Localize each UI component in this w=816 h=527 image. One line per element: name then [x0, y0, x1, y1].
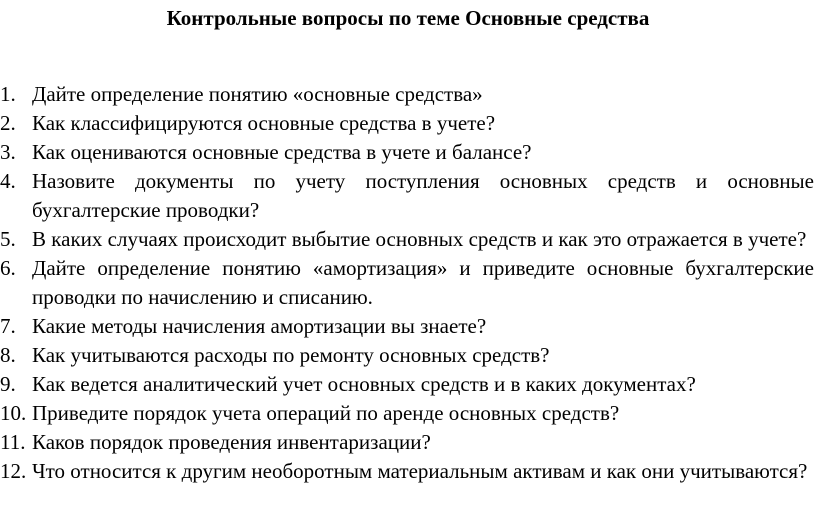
- list-item: [0, 254, 814, 312]
- item-number: 9.: [0, 372, 16, 396]
- list-item: [0, 370, 814, 399]
- item-text: Назовите документы по учету поступления основных средств и основные бухгалтерские проводки?: [32, 169, 814, 222]
- page-title: Контрольные вопросы по теме Основные средства: [166, 6, 650, 30]
- item-text: Что относится к другим необоротным материальным активам и как они учитываются?: [32, 459, 808, 483]
- list-item: [0, 109, 814, 138]
- item-text: В каких случаях происходит выбытие основных средств и как это отражается в учете?: [32, 227, 807, 251]
- list-item: [0, 399, 814, 428]
- item-text: Каков порядок проведения инвентаризации?: [32, 430, 431, 454]
- item-number: 12.: [0, 459, 27, 483]
- item-text: Как ведется аналитический учет основных средств и в каких документах?: [32, 372, 696, 396]
- item-text: Приведите порядок учета операций по аренде основных средств?: [32, 401, 620, 425]
- list-item: [0, 167, 814, 225]
- item-text: Как оцениваются основные средства в учете и балансе?: [32, 140, 532, 164]
- item-text: Дайте определение понятию «амортизация» и приведите основные бухгалтерские проводки по начислению и списанию.: [32, 256, 814, 309]
- item-number: 2.: [0, 111, 16, 135]
- list-item: [0, 80, 814, 109]
- item-number: 6.: [0, 256, 16, 280]
- item-number: 11.: [0, 430, 26, 454]
- list-item: [0, 312, 814, 341]
- item-text: Дайте определение понятию «основные средства»: [32, 82, 483, 106]
- item-number: 1.: [0, 82, 16, 106]
- item-number: 4.: [0, 169, 16, 193]
- item-number: 10.: [0, 401, 27, 425]
- list-item: [0, 341, 814, 370]
- list-item: [0, 225, 814, 254]
- list-item: [0, 138, 814, 167]
- item-number: 3.: [0, 140, 16, 164]
- list-item: [0, 457, 814, 486]
- item-text: Как учитываются расходы по ремонту основных средств?: [32, 343, 550, 367]
- item-number: 7.: [0, 314, 16, 338]
- item-text: Как классифицируются основные средства в учете?: [32, 111, 496, 135]
- item-number: 8.: [0, 343, 16, 367]
- item-number: 5.: [0, 227, 16, 251]
- item-text: Какие методы начисления амортизации вы знаете?: [32, 314, 487, 338]
- question-list: [0, 80, 814, 486]
- list-item: [0, 428, 814, 457]
